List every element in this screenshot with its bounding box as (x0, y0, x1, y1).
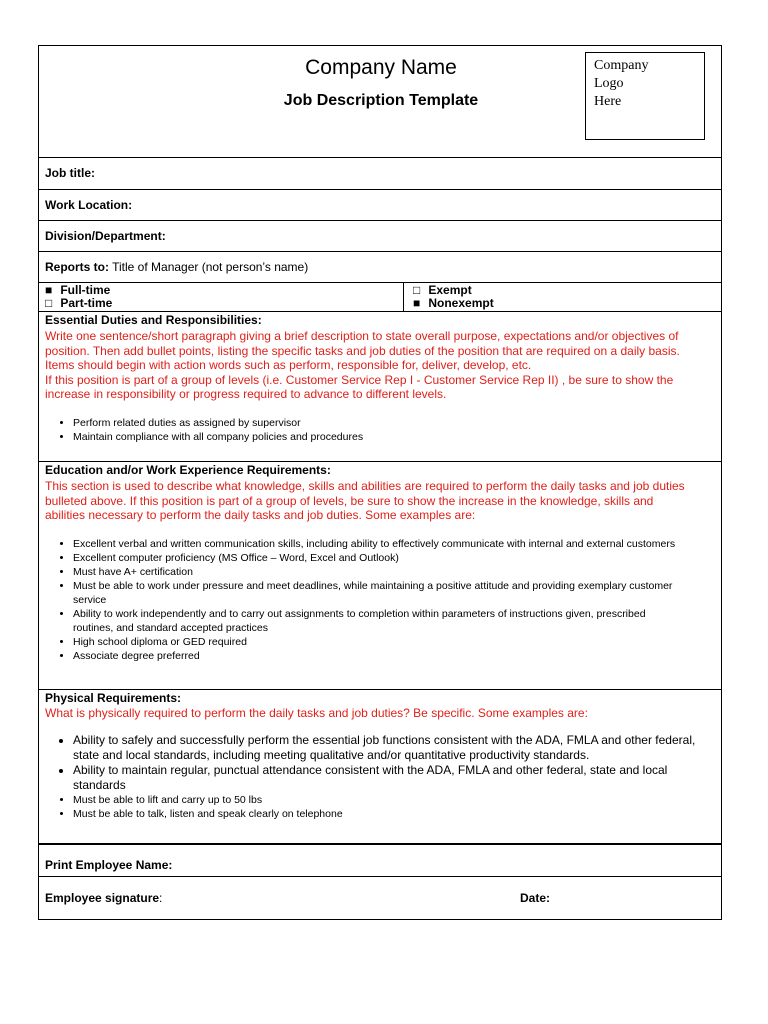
duties-bullet-list (39, 416, 721, 444)
list-item: • Excellent computer proficiency (MS Office – Word, Excel and Outlook) (73, 551, 681, 565)
part-time-checkbox[interactable] (39, 297, 112, 310)
job-title-label: Job title: (45, 166, 95, 180)
employment-type-row (39, 282, 721, 311)
checkbox-unchecked-icon: □ (413, 283, 421, 297)
education-text-line: bulleted above. If this position is part of a group of levels, be sure to show the increase in the knowledge, skills and (45, 493, 654, 508)
nonexempt-checkbox[interactable] (407, 297, 494, 310)
list-item: • High school diploma or GED required (73, 635, 681, 649)
duties-section (39, 311, 721, 461)
list-item: • Ability to safely and successfully perform the essential job functions consistent with the ADA, FMLA and other federal, state and local standards, including meeting qualitative and/or quantitative productivity standards. (73, 733, 701, 763)
education-section (39, 461, 721, 689)
employee-signature-label: Employee signature (45, 891, 160, 905)
list-item: • Must be able to lift and carry up to 50 lbs (73, 793, 721, 807)
checkbox-checked-icon: ■ (45, 283, 53, 297)
form-header (39, 46, 721, 157)
full-time-label: Full-time (60, 283, 111, 297)
date-label: Date: (520, 891, 551, 905)
reports-to-value: Title of Manager (not person’s name) (109, 260, 309, 274)
checkbox-unchecked-icon: □ (45, 296, 53, 310)
duties-text-line: Items should begin with action words such as perform, responsible for, deliver, develop, etc. (45, 358, 532, 372)
company-logo-placeholder (585, 52, 705, 140)
education-title: Education and/or Work Experience Requirements: (45, 463, 331, 477)
duties-text-line: If this position is part of a group of levels (i.e. Customer Service Rep I - Customer Service Rep II) , be sure to show the (45, 372, 674, 387)
job-title-row (39, 157, 721, 189)
duties-text-line: position. Then add bullet points, listing the specific tasks and job duties of the position that are required on a daily basis. (45, 343, 680, 358)
job-description-form (38, 45, 722, 920)
physical-intro: What is physically required to perform the daily tasks and job duties? Be specific. Some examples are: (45, 706, 588, 720)
duties-text-line: increase in responsibility or progress required to advance to different levels. (45, 387, 447, 401)
division-label: Division/Department: (45, 229, 166, 243)
list-item: • Ability to work independently and to carry out assignments to completion within parameters of instructions given, prescribed routines, and standard accepted practices (73, 607, 681, 635)
work-location-row (39, 189, 721, 220)
nonexempt-label: Nonexempt (428, 296, 494, 310)
education-text-line: abilities necessary to perform the daily tasks and job duties. Some examples are: (45, 508, 476, 522)
reports-to-label: Reports to: (45, 260, 109, 274)
employment-divider (403, 283, 404, 311)
list-item: • Excellent verbal and written communication skills, including ability to effectively communicate with internal and external customers (73, 537, 681, 551)
print-name-row (39, 843, 721, 876)
work-location-label: Work Location: (45, 198, 133, 212)
list-item: • Ability to maintain regular, punctual attendance consistent with the ADA, FMLA and other federal, state and local standards (73, 763, 701, 793)
physical-section (39, 689, 721, 843)
part-time-label: Part-time (60, 296, 113, 310)
reports-to-row (39, 251, 721, 282)
exempt-label: Exempt (428, 283, 472, 297)
division-row (39, 220, 721, 251)
list-item: • Associate degree preferred (73, 649, 681, 663)
template-title: Job Description Template (283, 92, 479, 109)
list-item: • Must be able to talk, listen and speak clearly on telephone (73, 807, 721, 821)
duties-text-line: Write one sentence/short paragraph giving a brief description to state overall purpose, expectations and/or objectives of (45, 329, 679, 343)
education-bullet-list (39, 537, 721, 663)
list-item: • Must have A+ certification (73, 565, 681, 579)
physical-bullet-list (39, 733, 721, 793)
list-item: • Perform related duties as assigned by supervisor (73, 416, 721, 430)
list-item: • Maintain compliance with all company policies and procedures (73, 430, 721, 444)
education-text-line: This section is used to describe what knowledge, skills and abilities are required to perform the daily tasks and job duties (45, 479, 685, 493)
logo-line: Here (594, 94, 622, 109)
physical-small-bullet-list (39, 793, 721, 821)
signature-row (39, 876, 721, 920)
signature-colon: : (159, 891, 163, 905)
physical-title: Physical Requirements: (45, 691, 182, 705)
print-name-label: Print Employee Name: (45, 858, 173, 872)
logo-line: Company (594, 58, 649, 73)
company-name: Company Name (305, 56, 457, 79)
list-item: • Must be able to work under pressure and meet deadlines, while maintaining a positive attitude and providing exemplary customer service (73, 579, 681, 607)
duties-title: Essential Duties and Responsibilities: (45, 313, 262, 327)
logo-line: Logo (594, 76, 624, 91)
checkbox-checked-icon: ■ (413, 296, 421, 310)
